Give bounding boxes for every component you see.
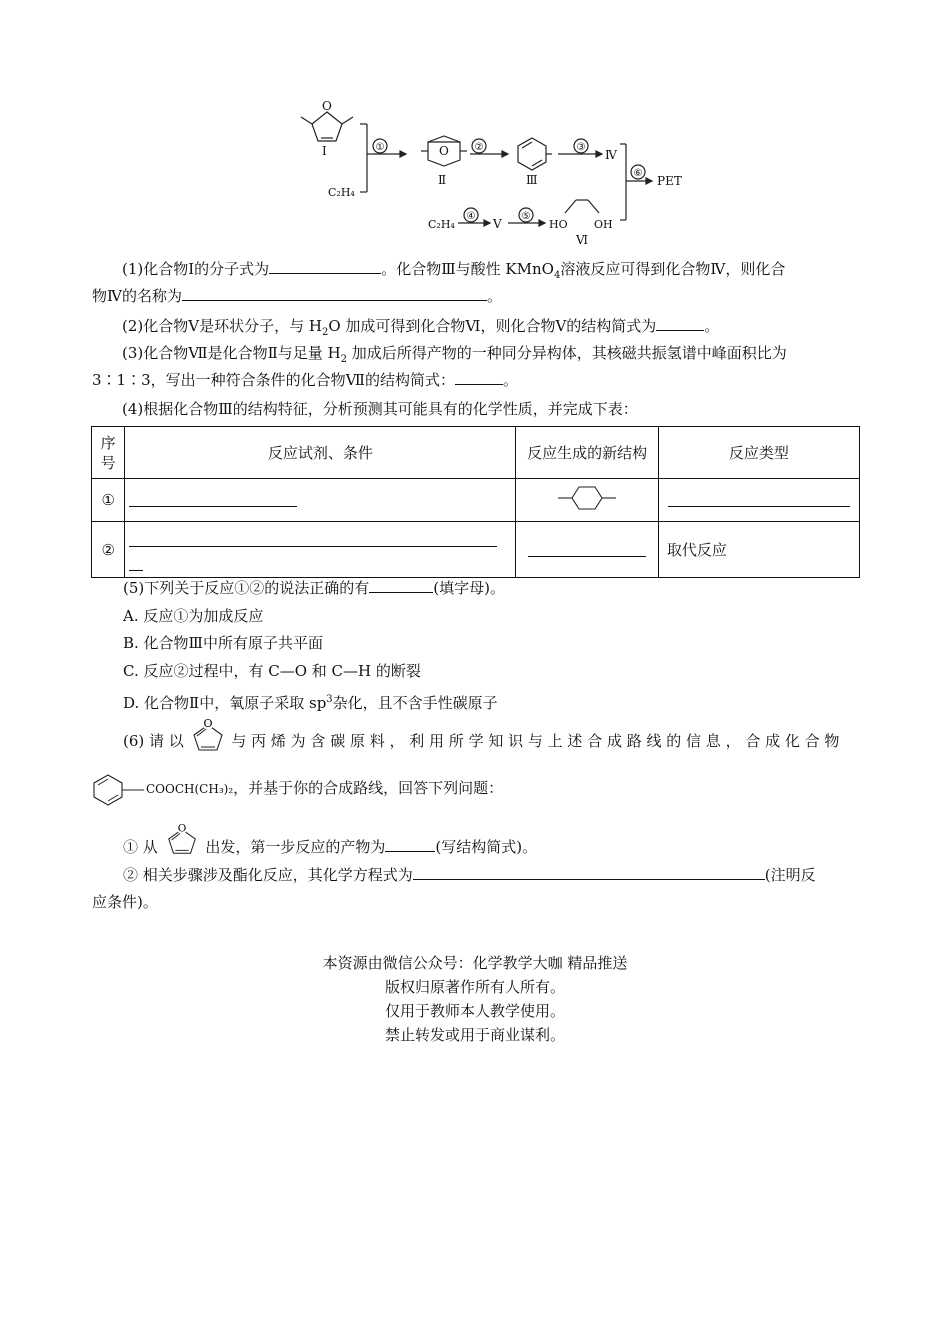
table-header-type: 反应类型 [658,427,859,479]
cyclohexane-structure-icon [552,483,622,513]
label-compound-II: Ⅱ [438,173,447,187]
label-compound-VI: Ⅵ [576,233,589,247]
row1-type-blank[interactable] [668,489,850,507]
ester-formula: COOCH(CH₃)₂ [146,782,234,796]
answer-blank-q2[interactable] [656,313,704,331]
question-4: (4)根据化合物Ⅲ的结构特征，分析预测其可能具有的化学性质，并完成下表： [122,400,638,418]
step3-label: ③ [576,142,586,153]
question-6-ii-cont: 应条件)。 [92,893,158,911]
step1-label: ① [375,142,385,153]
label-O-I: O [322,99,332,113]
footer-line-3: 仅用于教师本人教学使用。 [384,1002,565,1020]
answer-blank-q3[interactable] [455,367,503,385]
furan-o-label-2: O [177,822,186,835]
step4-label: ④ [466,211,476,222]
option-c: C. 反应②过程中，有 C—O 和 C—H 的断裂 [123,662,421,680]
label-compound-I: Ⅰ [322,144,327,158]
question-3: (3)化合物Ⅶ是化合物Ⅱ与足量 $H_2$ 加成后所得产物的一种同分异构体，其核磁共振氢谱中峰面积比为 [122,344,787,365]
furan-icon-2 [163,821,201,857]
furan-o-label: O [203,717,213,730]
furan-ring-I [312,112,342,141]
question-2: (2)化合物Ⅴ是环状分子，与 $H_2O$ 加成可得到化合物Ⅵ，则化合物Ⅴ的结构简式为 。 [92,313,860,346]
label-compound-V: Ⅴ [493,217,502,231]
row2-structure-blank[interactable] [528,539,646,557]
label-PET: PET [657,174,682,188]
row2-reagent-blank[interactable] [129,529,497,547]
option-d: D. 化合物Ⅱ中，氧原子采取 $sp^3$杂化，且不含手性碳原子 [123,694,498,712]
label-compound-III: Ⅲ [526,173,538,187]
label-c2h4-top: C₂H₄ [328,186,355,199]
step2-label: ② [474,142,484,153]
question-1: (1)化合物Ⅰ的分子式为 。化合物Ⅲ与酸性 KMnO$_4$溶液反应可得到化合物Ⅳ，则化合 [92,256,860,289]
question-5: (5)下列关于反应①②的说法正确的有 (填字母)。 [123,575,863,602]
question-6-i: ① 从 O 出发，第一步反应的产物为 (写结构简式)。 [123,822,538,856]
row2-type: 取代反应 [658,522,859,578]
table-header-reagent: 反应试剂、条件 [125,427,516,479]
label-O-II: O [439,144,449,158]
question-3-cont: 3∶1∶3，写出一种符合条件的化合物Ⅶ的结构简式： 。 [92,367,860,394]
answer-blank-q6-i[interactable] [385,834,435,852]
synthesis-scheme [290,88,710,258]
step6-label: ⑥ [633,168,643,179]
furan-icon [189,716,227,754]
label-OH: OH [594,218,613,231]
answer-blank-q6-ii[interactable] [413,862,765,880]
question-6-cont: COOCH(CH₃)₂，并基于你的合成路线，回答下列问题： [90,772,860,806]
answer-blank-q1a[interactable] [269,256,381,274]
row2-reagent-blank-tail[interactable] [129,553,143,571]
option-a: A. 反应①为加成反应 [123,607,264,625]
option-b: B. 化合物Ⅲ中所有原子共平面 [123,634,324,652]
benzene-ester-icon [90,772,146,806]
footer-line-4: 禁止转发或用于商业谋利。 [384,1026,565,1044]
footer-line-2: 版权归原著作所有人所有。 [384,978,565,996]
answer-blank-q1b[interactable] [182,283,487,301]
question-6-ii: ② 相关步骤涉及酯化反应，其化学方程式为 (注明反 [123,862,861,889]
row1-reagent-blank[interactable] [129,489,297,507]
label-compound-IV: Ⅳ [605,148,617,162]
row2-no: ② [92,522,125,578]
answer-blank-q5[interactable] [369,575,433,593]
question-6: (6) 请 以 O 与 丙 烯 为 含 碳 原 料 ， 利 用 所 学 知 识 与 上 述 合 成 路 线 的 信 息 ， 合 成 化 合 物 [123,728,861,755]
row1-no: ① [92,479,125,522]
footer-line-1: 本资源由微信公众号：化学教学大咖 精品推送 [322,954,628,972]
benzene-III [518,138,546,170]
step5-label: ⑤ [521,211,531,222]
answer-table [91,426,860,578]
label-HO: HO [549,218,568,231]
question-1-cont: 物Ⅳ的名称为 。 [92,283,860,310]
table-header-no: 序号 [92,427,125,479]
label-c2h4-bottom: C₂H₄ [428,218,455,231]
table-header-structure: 反应生成的新结构 [516,427,658,479]
